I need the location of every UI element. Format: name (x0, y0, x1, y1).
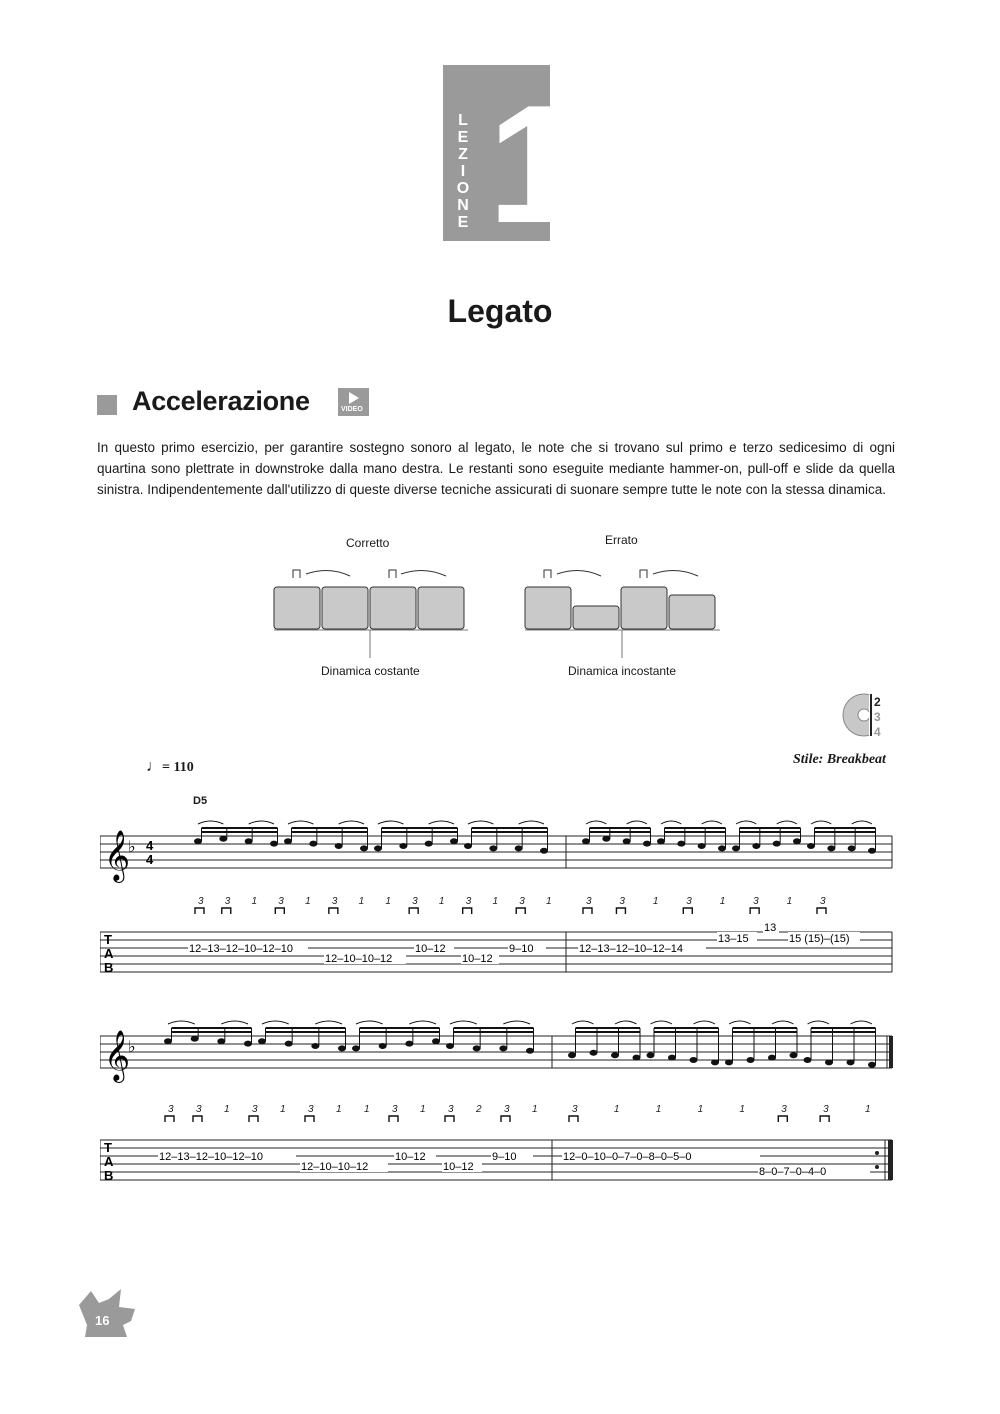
downstroke-icon (165, 1116, 174, 1122)
note-head (335, 843, 343, 849)
tab-s2-m1d: 10–12 (443, 1161, 474, 1173)
fingering-number: 3 (823, 1104, 829, 1115)
note-head (848, 845, 856, 851)
page-title: Legato (447, 293, 553, 329)
note-head (194, 838, 202, 844)
figure-label-correct: Corretto (346, 536, 390, 550)
tab-s1-m2c: 13 (764, 922, 777, 934)
downstroke-icon (569, 1116, 578, 1122)
note-head (773, 841, 781, 847)
fingering-number: 3 (820, 896, 826, 907)
fingering-number: 3 (753, 896, 759, 907)
note-head (793, 838, 801, 844)
note-head (450, 838, 458, 844)
fingering-number: 1 (358, 896, 365, 907)
cd-track-2: 3 (874, 710, 881, 724)
dynamic-bar (669, 595, 715, 629)
fingering-number: 1 (385, 896, 391, 907)
note-head (245, 838, 253, 844)
note-beam (292, 831, 368, 833)
fingering-number: 3 (572, 1104, 578, 1115)
note-beam (266, 1031, 346, 1033)
dynamics-figure (262, 560, 732, 660)
note-head (868, 1062, 876, 1068)
quarter-note-icon: ♩ (146, 758, 162, 775)
note-head (827, 845, 835, 851)
fingering-number: 2 (476, 1104, 482, 1115)
flat-key-signature: ♭ (128, 839, 136, 856)
fingering-number: 3 (252, 1104, 258, 1115)
section-title: Accelerazione (132, 386, 310, 416)
downstroke-icon (389, 1116, 398, 1122)
slur (627, 821, 647, 824)
fingering-number: 3 (465, 896, 472, 907)
note-beam (665, 831, 726, 833)
video-badge-label: VIDEO (341, 406, 363, 413)
fingering-number: 3 (586, 896, 592, 907)
fingering-number: 1 (492, 896, 499, 907)
note-head (446, 1043, 454, 1049)
time-signature-top: 4 (146, 838, 154, 853)
note-head (590, 1050, 598, 1056)
notation-system-1 (100, 810, 895, 985)
fingering-number: 1 (336, 1104, 342, 1115)
note-head (690, 1057, 698, 1063)
note-beam (811, 1031, 876, 1033)
note-head (379, 1043, 387, 1049)
slur (615, 1021, 637, 1024)
note-head (399, 843, 407, 849)
fingering-number: 3 (619, 896, 625, 907)
tab-s1-m2d: 15 (15)–(15) (789, 933, 850, 945)
note-beam (665, 827, 726, 829)
note-head (623, 838, 631, 844)
note-head (311, 1043, 319, 1049)
note-head (191, 1036, 199, 1042)
note-head (611, 1052, 619, 1058)
slur (702, 821, 722, 824)
dynamic-bar (274, 587, 320, 629)
dynamic-bar (418, 587, 464, 629)
note-head (258, 1038, 266, 1044)
slur (777, 821, 797, 824)
note-beam (382, 831, 458, 833)
slur (661, 821, 681, 824)
downstroke-icon (195, 908, 204, 914)
note-head (804, 1057, 812, 1063)
downstroke-icon (683, 908, 692, 914)
notation-system-2 (100, 1020, 895, 1195)
slur (262, 1021, 289, 1024)
note-head (668, 1055, 676, 1061)
note-head (568, 1052, 576, 1058)
slur (651, 1021, 673, 1024)
time-signature-bottom: 4 (146, 852, 154, 867)
dynamics-bars-wrong (525, 587, 715, 629)
note-head (698, 843, 706, 849)
note-beam (576, 1027, 641, 1029)
lesson-word: LEZIONE (454, 112, 472, 231)
note-beam (454, 1027, 534, 1029)
downstroke-icon (501, 1116, 510, 1122)
slur (586, 821, 606, 824)
dynamic-bar (573, 606, 619, 629)
slur (468, 821, 493, 824)
flat-key-signature: ♭ (128, 1039, 136, 1056)
note-head (732, 845, 740, 851)
fingering-number: 3 (196, 1104, 202, 1115)
fingering-number: 1 (305, 896, 311, 907)
fingering-number: 1 (251, 896, 258, 907)
lesson-number: 1 (488, 70, 582, 258)
fingering-number: 3 (392, 1104, 398, 1115)
note-head (405, 1041, 413, 1047)
slur (519, 821, 544, 824)
slur (811, 821, 831, 824)
section-bullet (97, 395, 117, 415)
note-head (489, 845, 497, 851)
note-beam (733, 1027, 798, 1029)
tab-s1-m1c: 10–12 (415, 943, 446, 955)
fingering-number: 3 (278, 896, 284, 907)
note-head (425, 841, 433, 847)
tab-s2-m1c: 10–12 (395, 1151, 426, 1163)
slur (198, 821, 223, 824)
note-head (711, 1059, 719, 1065)
note-head (807, 843, 815, 849)
figure-caption-correct: Dinamica costante (321, 664, 420, 678)
fingering-number: 3 (308, 1104, 314, 1115)
note-head (374, 845, 382, 851)
slur (772, 1021, 794, 1024)
downstroke-icon (820, 1116, 829, 1122)
downstroke-icon (409, 908, 418, 914)
note-head (602, 836, 610, 842)
figure-label-wrong: Errato (605, 533, 638, 547)
note-head (526, 1048, 534, 1054)
fingering-number: 3 (781, 1104, 787, 1115)
note-head (464, 843, 472, 849)
note-head (633, 1055, 641, 1061)
slur (288, 821, 313, 824)
tab-s2-m1a: 12–13–12–10–12–10 (159, 1151, 264, 1163)
note-head (164, 1038, 172, 1044)
tab-s1-m1b: 12–10–10–12 (325, 953, 393, 965)
tab-letter-a: A (104, 1154, 114, 1169)
dynamic-bar (525, 587, 571, 629)
tab-s2-m1b: 12–10–10–12 (301, 1161, 369, 1173)
fingering-number: 1 (438, 896, 445, 907)
note-head (515, 845, 523, 851)
note-head (677, 841, 685, 847)
slur (503, 1021, 530, 1024)
tab-letter-t: T (104, 932, 112, 947)
note-beam (815, 831, 876, 833)
tab-s2-m2b: 8–0–7–0–4–0 (759, 1166, 827, 1178)
fingering-number: 1 (652, 896, 659, 907)
slur (852, 821, 872, 824)
downstroke-icon (583, 908, 592, 914)
note-beam (454, 1031, 534, 1033)
note-head (847, 1059, 855, 1065)
note-head (244, 1041, 252, 1047)
slur (808, 1021, 830, 1024)
fingering-row (165, 1104, 871, 1122)
fingering-number: 3 (686, 896, 692, 907)
note-beam (360, 1027, 440, 1029)
page-number: 16 (95, 1313, 110, 1328)
cd-track-1: 2 (874, 695, 881, 709)
note-group (194, 821, 876, 854)
slur (729, 1021, 751, 1024)
fingering-number: 3 (331, 896, 338, 907)
slur (694, 1021, 716, 1024)
note-head (868, 848, 876, 854)
intro-paragraph: In questo primo esercizio, per garantire sostegno sonoro al legato, le note che si trovano sul primo e terzo sedicesimo di ogni quartina sono plettrate in downstroke dalla mano destra. Le restanti sono eseguite mediante hammer-on, pull-off e slide da quella sinistra. Indipendentemente dall'utilizzo di queste diverse tecniche assicurati di suonare sempre tutte le note con la stessa dinamica. (97, 440, 895, 497)
chord-symbol: D5 (193, 795, 208, 807)
note-beam (472, 831, 548, 833)
note-head (582, 838, 590, 844)
tab-s2-m1e: 9–10 (492, 1151, 517, 1163)
slur (378, 821, 403, 824)
note-head (752, 843, 760, 849)
downstroke-icon (275, 908, 284, 914)
note-beam (576, 1031, 641, 1033)
note-head (499, 1045, 507, 1051)
note-head (360, 845, 368, 851)
dynamic-bar (370, 587, 416, 629)
note-head (768, 1055, 776, 1061)
downstroke-icon (750, 908, 759, 914)
video-play-icon[interactable] (338, 388, 369, 416)
fingering-number: 1 (739, 1104, 745, 1115)
dynamic-bar (322, 587, 368, 629)
tab-letter-a: A (104, 946, 114, 961)
note-beam (740, 827, 801, 829)
note-beam (360, 1031, 440, 1033)
fingering-number: 1 (280, 1104, 286, 1115)
treble-clef-icon: 𝄞 (104, 831, 131, 880)
downstroke-icon (249, 1116, 258, 1122)
slur (572, 1021, 594, 1024)
tab-s1-m1d: 10–12 (462, 953, 493, 965)
note-beam (590, 831, 651, 833)
slur (221, 1021, 248, 1024)
note-beam (172, 1031, 252, 1033)
figure-caption-wrong: Dinamica incostante (568, 664, 677, 678)
note-beam (654, 1031, 719, 1033)
slur (429, 821, 454, 824)
note-head (657, 838, 665, 844)
fingering-number: 1 (865, 1104, 871, 1115)
note-head (284, 838, 292, 844)
style-label: Stile: Breakbeat (793, 752, 886, 767)
note-head (219, 836, 227, 842)
downstroke-icon (222, 908, 231, 914)
fingering-number: 3 (168, 1104, 174, 1115)
note-beam (382, 827, 458, 829)
note-beam (815, 827, 876, 829)
fingering-number: 1 (546, 896, 552, 907)
slur (339, 821, 364, 824)
note-beam (733, 1031, 798, 1033)
downstroke-icon (445, 1116, 454, 1122)
note-head (718, 845, 726, 851)
fingering-number: 1 (420, 1104, 426, 1115)
downstroke-icon (305, 1116, 314, 1122)
fingering-number: 1 (697, 1104, 704, 1115)
note-beam (292, 827, 368, 829)
note-beam (266, 1027, 346, 1029)
slur (851, 1021, 873, 1024)
tab-s1-m2a: 12–13–12–10–12–14 (579, 943, 684, 955)
fingering-number: 3 (519, 896, 525, 907)
slur (409, 1021, 436, 1024)
note-head (747, 1057, 755, 1063)
tab-s1-m1e: 9–10 (509, 943, 534, 955)
fingering-number: 1 (786, 896, 793, 907)
note-beam (202, 831, 278, 833)
tab-s1-m1a: 12–13–12–10–12–10 (189, 943, 294, 955)
note-beam (740, 831, 801, 833)
note-head (270, 841, 278, 847)
fingering-number: 1 (655, 1104, 662, 1115)
note-beam (811, 1027, 876, 1029)
fingering-number: 1 (613, 1104, 620, 1115)
note-head (647, 1052, 655, 1058)
tab-letter-b: B (104, 1168, 114, 1183)
fingering-number: 1 (224, 1104, 230, 1115)
downstroke-icon (329, 908, 338, 914)
downstroke-icon (778, 1116, 787, 1122)
note-beam (172, 1027, 252, 1029)
note-head (217, 1038, 225, 1044)
downstroke-icon (817, 908, 826, 914)
fingering-row (195, 896, 826, 914)
downstroke-icon (516, 908, 525, 914)
note-head (432, 1038, 440, 1044)
slur (736, 821, 756, 824)
downstroke-icon (463, 908, 472, 914)
note-beam (590, 827, 651, 829)
note-head (338, 1045, 346, 1051)
note-head (790, 1052, 798, 1058)
fingering-number: 1 (532, 1104, 538, 1115)
fingering-number: 3 (504, 1104, 510, 1115)
downstroke-icon (616, 908, 625, 914)
fingering-number: 3 (224, 896, 231, 907)
note-beam (472, 827, 548, 829)
fingering-number: 1 (719, 896, 726, 907)
slur (356, 1021, 383, 1024)
cd-track-icon (842, 692, 898, 738)
treble-clef-icon: 𝄞 (104, 1031, 131, 1080)
note-head (643, 841, 651, 847)
tempo-marking: ♩= 110 (146, 758, 194, 775)
fingering-number: 3 (198, 896, 204, 907)
note-beam (654, 1027, 719, 1029)
slur (315, 1021, 342, 1024)
note-head (540, 848, 548, 854)
dynamic-bar (621, 587, 667, 629)
tab-s2-m2a: 12–0–10–0–7–0–8–0–5–0 (563, 1151, 692, 1163)
note-head (285, 1041, 293, 1047)
tab-letter-b: B (104, 960, 114, 975)
fingering-number: 3 (412, 896, 418, 907)
slur (168, 1021, 195, 1024)
fingering-number: 1 (364, 1104, 370, 1115)
slur (450, 1021, 477, 1024)
note-head (473, 1045, 481, 1051)
fingering-number: 3 (448, 1104, 454, 1115)
note-head (825, 1059, 833, 1065)
note-head (309, 841, 317, 847)
note-head (725, 1059, 733, 1065)
downstroke-icon (193, 1116, 202, 1122)
note-beam (202, 827, 278, 829)
note-head (352, 1045, 360, 1051)
tab-s1-m2b: 13–15 (718, 933, 749, 945)
slur (249, 821, 274, 824)
tab-letter-t: T (104, 1140, 112, 1155)
dynamics-bars-correct (274, 587, 464, 629)
cd-track-3: 4 (874, 725, 881, 738)
